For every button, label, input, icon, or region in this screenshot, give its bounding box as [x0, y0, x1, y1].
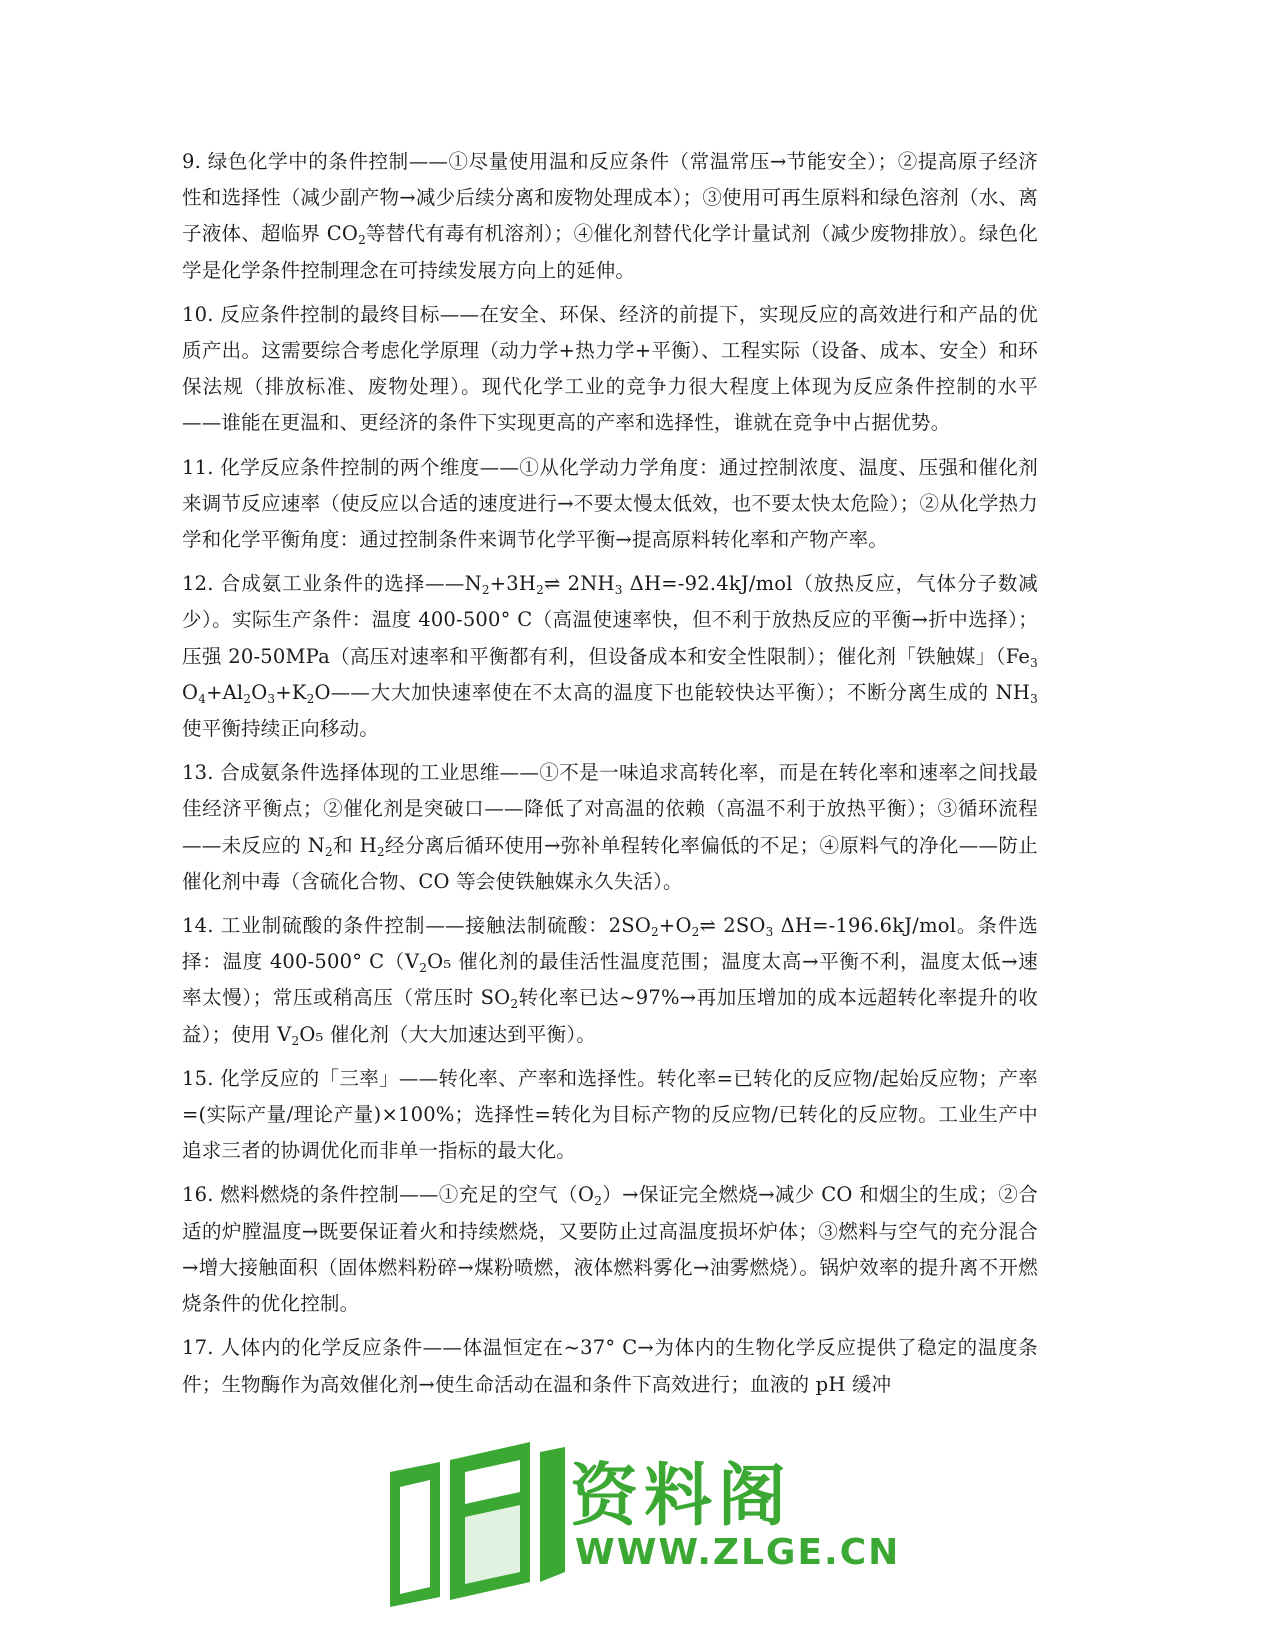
numbered-paragraph: [182, 450, 1038, 559]
paragraph-text: O——大大加快速率使在不太高的温度下也能较快达平衡）；不断分离生成的 NH: [314, 680, 1031, 704]
paragraph-text: 12. 合成氨工业条件的选择——N: [182, 572, 482, 596]
paragraph-text: +Al: [206, 680, 244, 704]
subscript-text: 2: [376, 844, 385, 859]
numbered-paragraph: [182, 297, 1038, 442]
paragraph-text: 使平衡持续正向移动。: [182, 717, 380, 741]
paragraph-text: 13. 合成氨条件选择体现的工业思维——①不是一味追求高转化率，而是在转化率和速率之间找最佳经济平衡点；②催化剂是突破口——降低了对高温的依赖（高温不利于放热平衡）；③循环流程——未反应的 N: [182, 761, 1038, 857]
paragraph-text: 11. 化学反应条件控制的两个维度——①从化学动力学角度：通过控制浓度、温度、压强和催化剂来调节反应速率（使反应以合适的速度进行→不要太慢太低效，也不要太快太危险）；②从化学热力学和化学平衡角度：通过控制条件来调节化学平衡→提高原料转化率和产物产率。: [182, 455, 1038, 552]
subscript-text: 2: [306, 692, 315, 707]
numbered-paragraph: [182, 144, 1038, 289]
paragraph-text: O: [251, 680, 268, 704]
subscript-text: 3: [1030, 692, 1038, 707]
paragraph-text: O₅ 催化剂（大大加速达到平衡）。: [299, 1022, 596, 1046]
paragraph-text: 9. 绿色化学中的条件控制——①尽量使用温和反应条件（常温常压→节能安全）；②提高原子经济性和选择性（减少副产物→减少后续分离和废物处理成本）；③使用可再生原料和绿色溶剂（水、离子液体、超临界 CO: [182, 150, 1038, 246]
subscript-text: 2: [481, 583, 490, 598]
subscript-text: 2: [325, 844, 333, 859]
watermark-logo: [380, 1432, 901, 1612]
paragraph-text: 17. 人体内的化学反应条件——体温恒定在~37° C→为体内的生物化学反应提供了稳定的温度条件；生物酶作为高效催化剂→使生命活动在温和条件下高效进行；血液的 pH 缓冲: [182, 1336, 1038, 1396]
numbered-paragraph: [182, 1177, 1038, 1322]
paragraph-text: 经分离后循环使用→弥补单程转化率偏低的不足；④原料气的净化——防止催化剂中毒（含硫化合物、CO 等会使铁触媒永久失活）。: [182, 833, 1038, 893]
subscript-text: 2: [651, 925, 659, 940]
numbered-paragraph: [182, 566, 1038, 747]
subscript-text: 3: [267, 692, 276, 707]
paragraph-text: ΔH=-92.4kJ/mol（放热反应，气体分子数减少）。实际生产条件：温度 400-500° C（高温使速率快，但不利于放热反应的平衡→折中选择）；压强 20-50MPa（高压对速率和平衡都有利，但设备成本和安全性限制）；催化剂「铁触媒」（Fe: [182, 572, 1038, 668]
subscript-text: 2: [594, 1194, 603, 1209]
paragraph-text: 14. 工业制硫酸的条件控制——接触法制硫酸：2SO: [182, 914, 652, 938]
subscript-text: 3: [765, 925, 774, 940]
paragraph-text: ΔH=-196.6kJ/mol。条件选择：温度 400-500° C（V: [182, 914, 1038, 974]
numbered-paragraph: [182, 1061, 1038, 1170]
paragraph-text: +3H: [489, 572, 537, 596]
numbered-paragraph: [182, 755, 1038, 900]
subscript-text: 4: [198, 692, 207, 707]
paragraph-text: O: [182, 680, 199, 704]
paragraph-text: ）→保证完全燃烧→减少 CO 和烟尘的生成；②合适的炉膛温度→既要保证着火和持续燃烧，又要防止过高温度损坏炉体；③燃料与空气的充分混合→增大接触面积（固体燃料粉碎→煤粉喷燃，液体燃料雾化→油雾燃烧）。锅炉效率的提升离不开燃烧条件的优化控制。: [182, 1183, 1038, 1316]
paragraph-text: 15. 化学反应的「三率」——转化率、产率和选择性。转化率=已转化的反应物/起始反应物；产率=(实际产量/理论产量)×100%；选择性=转化为目标产物的反应物/已转化的反应物。工业生产中追求三者的协调优化而非单一指标的最大化。: [182, 1066, 1038, 1163]
paragraph-text: 等替代有毒有机溶剂）；④催化剂替代化学计量试剂（减少废物排放）。绿色化学是化学条件控制理念在可持续发展方向上的延伸。: [182, 222, 1038, 282]
paragraph-text: O₅ 催化剂的最佳活性温度范围；温度太高→平衡不利，温度太低→速率太慢）；常压或稍高压（常压时 SO: [182, 950, 1038, 1010]
subscript-text: 2: [419, 961, 428, 976]
paragraph-text: +O: [658, 914, 692, 938]
paragraph-text: 转化率已达~97%→再加压增加的成本远超转化率提升的收益）；使用 V: [182, 986, 1038, 1046]
book-logo-icon: [380, 1432, 570, 1612]
numbered-paragraph: [182, 1330, 1038, 1402]
subscript-text: 2: [291, 1033, 300, 1048]
paragraph-text: ⇌ 2SO: [699, 914, 766, 938]
watermark-brand: 资料阁: [570, 1457, 793, 1536]
paragraph-text: 和 H: [332, 833, 377, 857]
subscript-text: 2: [536, 583, 544, 598]
watermark-url: WWW.ZLGE.CN: [575, 1532, 901, 1573]
subscript-text: 2: [691, 925, 700, 940]
paragraph-text: ⇌ 2NH: [543, 572, 615, 596]
subscript-text: 2: [358, 233, 366, 248]
subscript-text: 2: [243, 692, 252, 707]
document-body: [182, 144, 1038, 1411]
paragraph-text: +K: [275, 680, 307, 704]
subscript-text: 3: [1030, 655, 1038, 670]
paragraph-text: 10. 反应条件控制的最终目标——在安全、环保、经济的前提下，实现反应的高效进行和产品的优质产出。这需要综合考虑化学原理（动力学+热力学+平衡）、工程实际（设备、成本、安全）和环保法规（排放标准、废物处理）。现代化学工业的竞争力很大程度上体现为反应条件控制的水平——谁能在更温和、更经济的条件下实现更高的产率和选择性，谁就在竞争中占据优势。: [182, 302, 1038, 435]
numbered-paragraph: [182, 908, 1038, 1053]
subscript-text: 3: [614, 583, 623, 598]
paragraph-text: 16. 燃料燃烧的条件控制——①充足的空气（O: [182, 1183, 595, 1207]
subscript-text: 2: [510, 997, 519, 1012]
